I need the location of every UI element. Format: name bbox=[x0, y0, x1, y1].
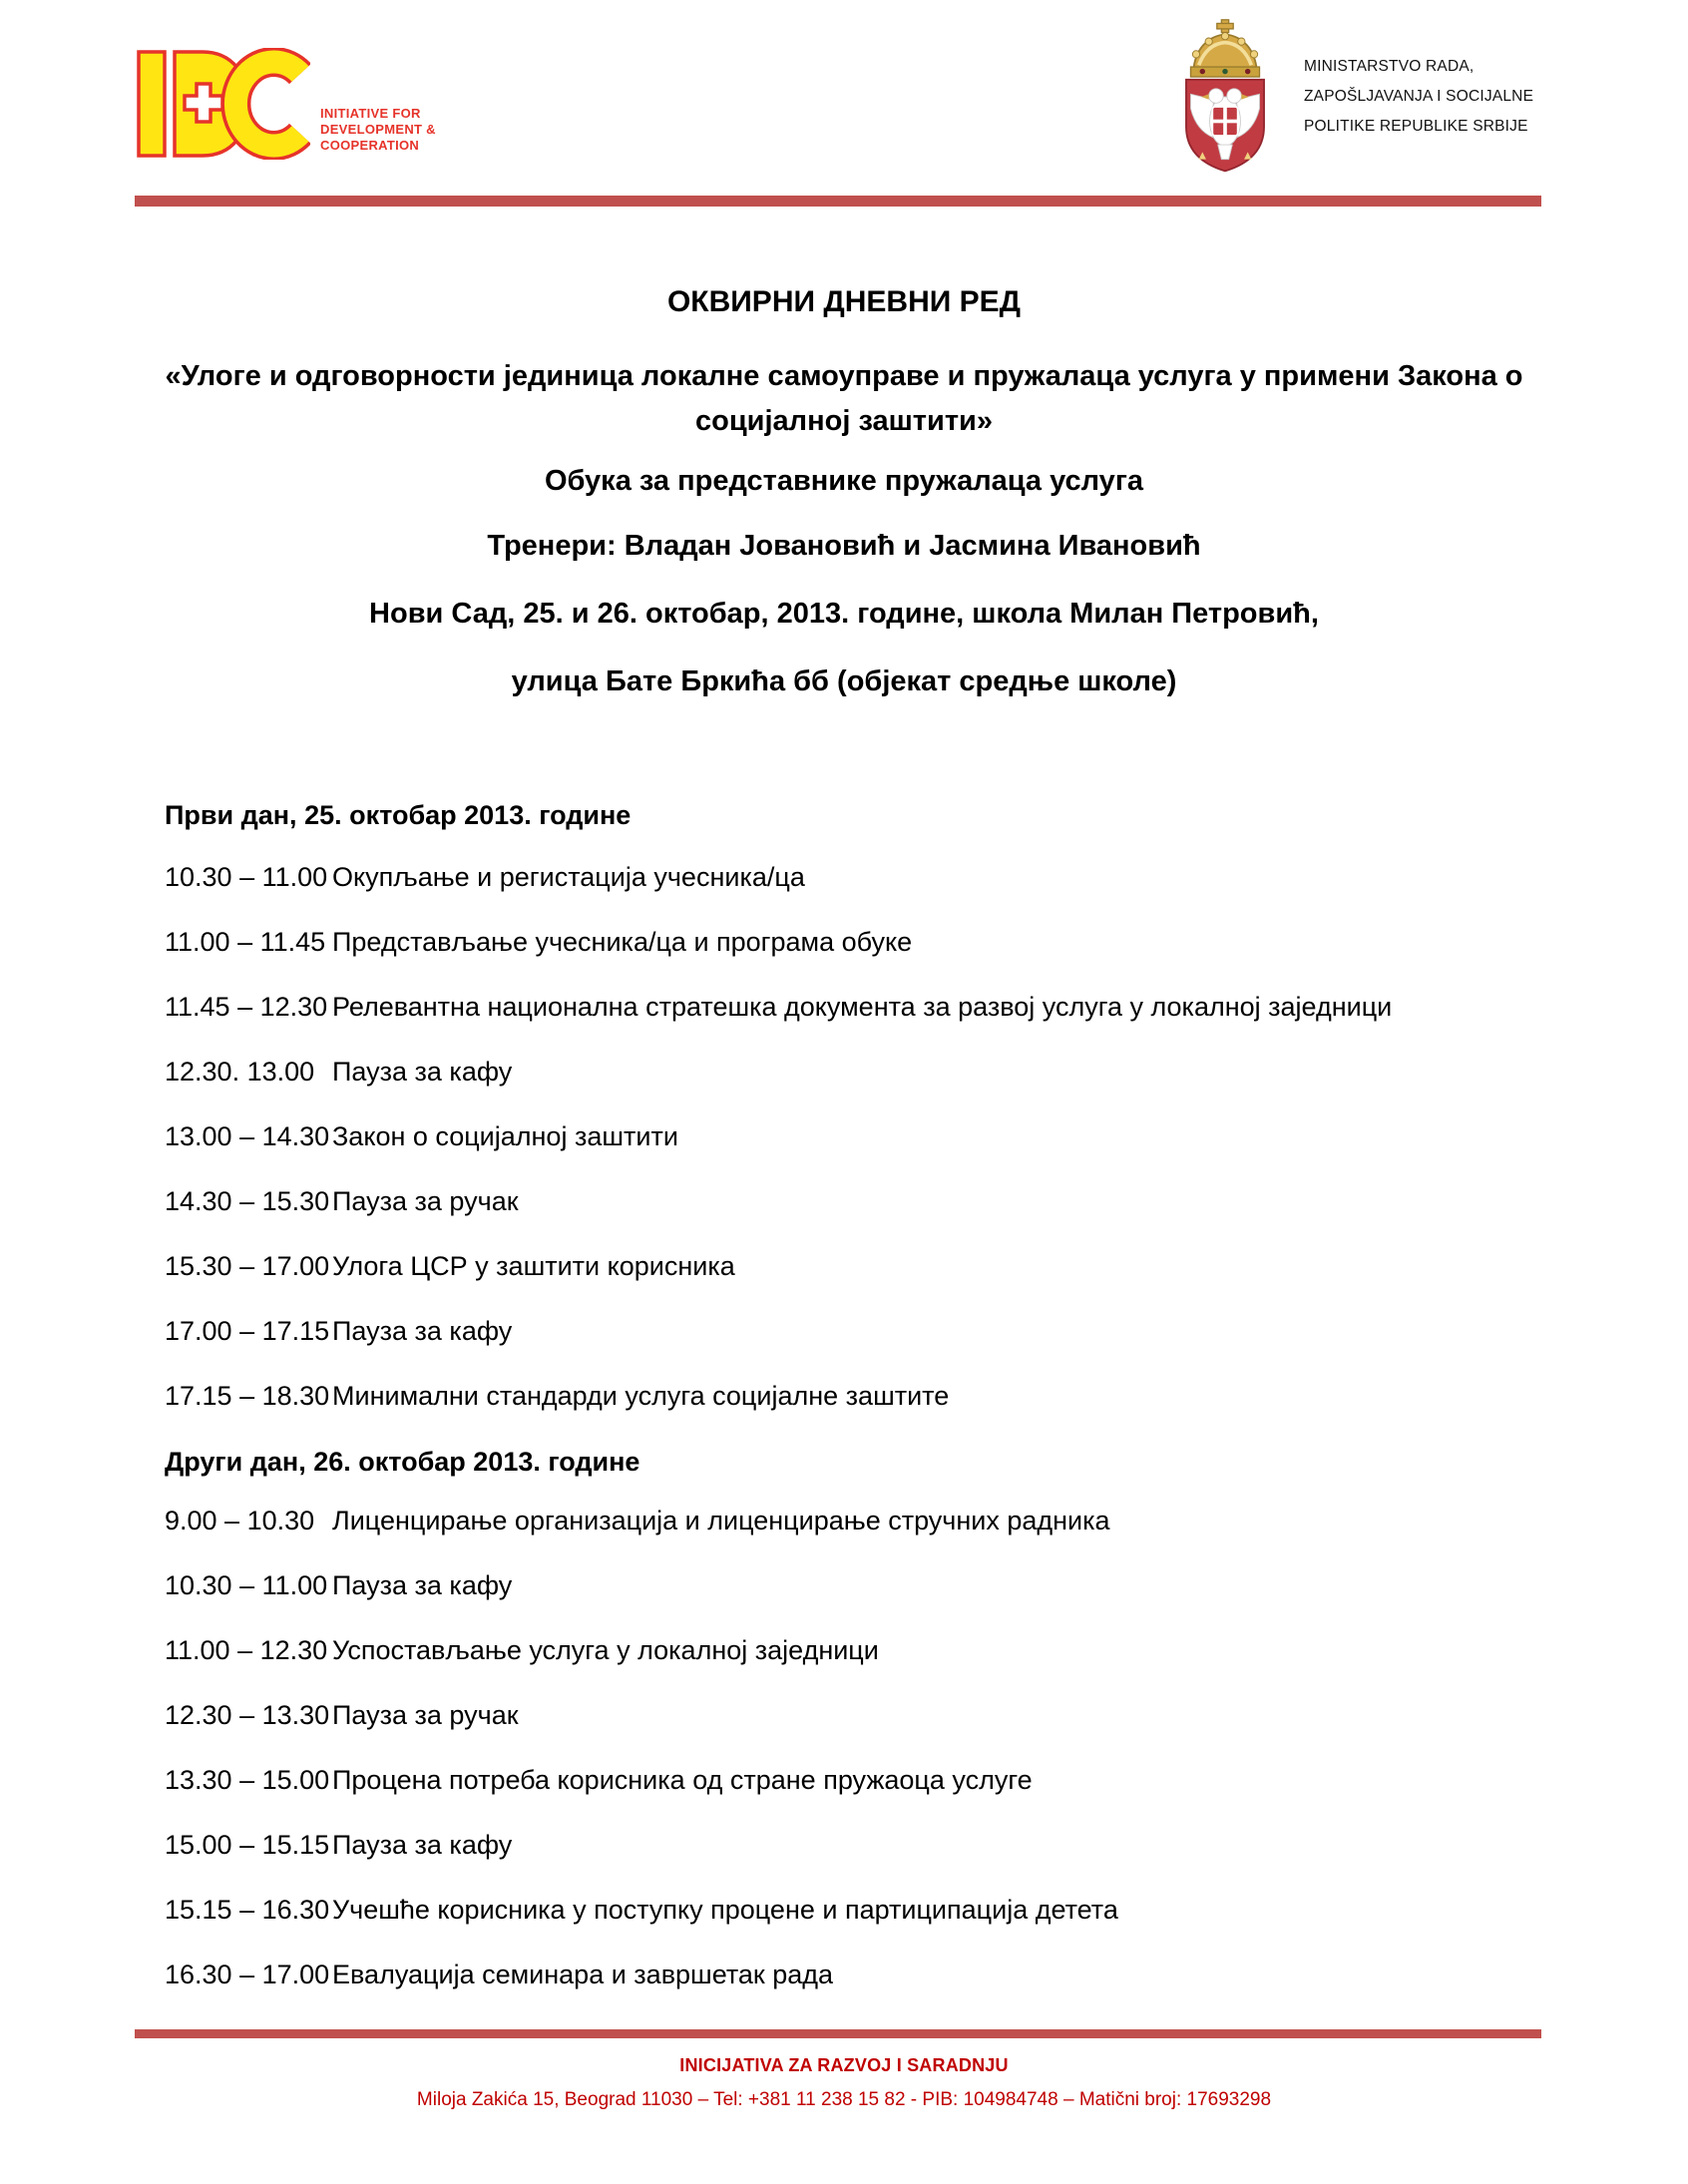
schedule-activity: Релевантна национална стратешка документа за развој услуга у локалној заједници bbox=[332, 992, 1393, 1022]
schedule-time: 12.30. 13.00 bbox=[165, 1057, 315, 1087]
schedule-activity: Представљање учесника/ца и програма обуке bbox=[332, 927, 913, 957]
agenda-body bbox=[0, 284, 1688, 1991]
schedule-activity: Улога ЦСР у заштити корисника bbox=[332, 1251, 735, 1281]
schedule-row bbox=[165, 1250, 1538, 1283]
schedule-time: 11.00 – 11.45 bbox=[165, 927, 326, 957]
schedule-row bbox=[165, 1634, 1538, 1667]
idc-tagline-line: INITIATIVE FOR bbox=[320, 106, 421, 121]
header-rule bbox=[135, 196, 1541, 207]
schedule-time: 11.45 – 12.30 bbox=[165, 992, 328, 1022]
schedule-activity: Успостављање услуга у локалној заједници bbox=[332, 1635, 879, 1665]
footer-rule bbox=[135, 2029, 1541, 2038]
schedule-row bbox=[165, 1380, 1538, 1413]
schedule-activity: Пауза за кафу bbox=[332, 1570, 513, 1600]
trainers-line: Тренери: Владан Јовановић и Јасмина Ивановић bbox=[487, 530, 1201, 562]
schedule-activity: Пауза за ручак bbox=[332, 1186, 519, 1216]
schedule-time: 16.30 – 17.00 bbox=[165, 1960, 330, 1989]
ministry-block bbox=[1166, 18, 1548, 176]
ministry-name-line: ZAPOŠLJAVANJA I SOCIJALNE bbox=[1304, 88, 1534, 105]
schedule-row bbox=[165, 1829, 1538, 1862]
schedule-activity: Евалуација семинара и завршетак рада bbox=[332, 1960, 834, 1989]
schedule-row bbox=[165, 1315, 1538, 1348]
training-line: Обука за представнике пружалаца услуга bbox=[544, 465, 1144, 497]
schedule-row bbox=[165, 1699, 1538, 1732]
venue-line-1: Нови Сад, 25. и 26. октобар, 2013. године, школа Милан Петровић, bbox=[369, 598, 1319, 630]
schedule-time: 13.00 – 14.30 bbox=[165, 1121, 330, 1151]
schedule-row bbox=[165, 1056, 1538, 1089]
schedule-row bbox=[165, 1120, 1538, 1153]
ministry-name-line: MINISTARSTVO RADA, bbox=[1304, 58, 1475, 75]
schedule-activity: Пауза за ручак bbox=[332, 1700, 519, 1730]
idc-logo-icon bbox=[135, 48, 310, 160]
document-subtitle: «Улоге и одговорности јединица локалне самоуправе и пружалаца услуга у примени Закона о социјалној заштити» bbox=[165, 360, 1523, 437]
schedule-row bbox=[165, 1505, 1538, 1537]
schedule-row bbox=[165, 991, 1538, 1024]
idc-tagline-line: DEVELOPMENT & bbox=[320, 122, 436, 137]
schedule-activity: Закон о социјалној заштити bbox=[332, 1121, 678, 1151]
schedule-activity: Окупљање и регистација учесника/ца bbox=[332, 862, 805, 892]
schedule-activity: Учешће корисника у поступку процене и партиципација детета bbox=[332, 1895, 1118, 1925]
venue-line-2: улица Бате Бркића бб (објекат средње школе) bbox=[511, 665, 1177, 697]
document-footer bbox=[0, 2029, 1688, 2113]
schedule-row bbox=[165, 1894, 1538, 1927]
document-title: ОКВИРНИ ДНЕВНИ РЕД bbox=[666, 285, 1022, 318]
schedule-time: 17.00 – 17.15 bbox=[165, 1316, 330, 1346]
schedule-time: 13.30 – 15.00 bbox=[165, 1765, 330, 1795]
schedule-row bbox=[165, 1569, 1538, 1602]
footer-org-name: INICIJATIVA ZA RAZVOJ I SARADNJU bbox=[679, 2055, 1009, 2075]
day1-heading: Први дан, 25. октобар 2013. године bbox=[165, 800, 632, 830]
schedule-activity: Пауза за кафу bbox=[332, 1830, 513, 1860]
schedule-time: 15.00 – 15.15 bbox=[165, 1830, 330, 1860]
day2-heading: Други дан, 26. октобар 2013. године bbox=[165, 1447, 640, 1477]
ministry-name bbox=[1304, 52, 1548, 142]
idc-logo bbox=[135, 48, 436, 160]
schedule-time: 9.00 – 10.30 bbox=[165, 1506, 315, 1535]
ministry-name-line: POLITIKE REPUBLIKE SRBIJE bbox=[1304, 118, 1528, 135]
schedule-time: 12.30 – 13.30 bbox=[165, 1700, 330, 1730]
schedule-row bbox=[165, 1764, 1538, 1797]
idc-tagline-line: COOPERATION bbox=[320, 138, 420, 153]
idc-tagline bbox=[320, 106, 436, 154]
schedule bbox=[165, 798, 1538, 1991]
document-header bbox=[0, 0, 1688, 170]
schedule-row bbox=[165, 926, 1538, 959]
schedule-time: 11.00 – 12.30 bbox=[165, 1635, 328, 1665]
schedule-row bbox=[165, 1959, 1538, 1991]
schedule-activity: Пауза за кафу bbox=[332, 1316, 513, 1346]
schedule-activity: Процена потреба корисника од стране пружаоца услуге bbox=[332, 1765, 1033, 1795]
schedule-time: 10.30 – 11.00 bbox=[165, 862, 328, 892]
schedule-time: 15.30 – 17.00 bbox=[165, 1251, 330, 1281]
schedule-time: 15.15 – 16.30 bbox=[165, 1895, 330, 1925]
schedule-activity: Минимални стандарди услуга социјалне заштите bbox=[332, 1381, 950, 1411]
serbia-coat-of-arms-icon bbox=[1166, 18, 1284, 176]
footer-address: Miloja Zakića 15, Beograd 11030 – Tel: +381 11 238 15 82 - PIB: 104984748 – Matični broj: 17693298 bbox=[416, 2089, 1272, 2110]
schedule-time: 14.30 – 15.30 bbox=[165, 1186, 330, 1216]
schedule-row bbox=[165, 861, 1538, 894]
schedule-activity: Лиценцирање организација и лиценцирање стручних радника bbox=[332, 1506, 1110, 1535]
schedule-activity: Пауза за кафу bbox=[332, 1057, 513, 1087]
schedule-row bbox=[165, 1185, 1538, 1218]
schedule-time: 17.15 – 18.30 bbox=[165, 1381, 330, 1411]
schedule-time: 10.30 – 11.00 bbox=[165, 1570, 328, 1600]
